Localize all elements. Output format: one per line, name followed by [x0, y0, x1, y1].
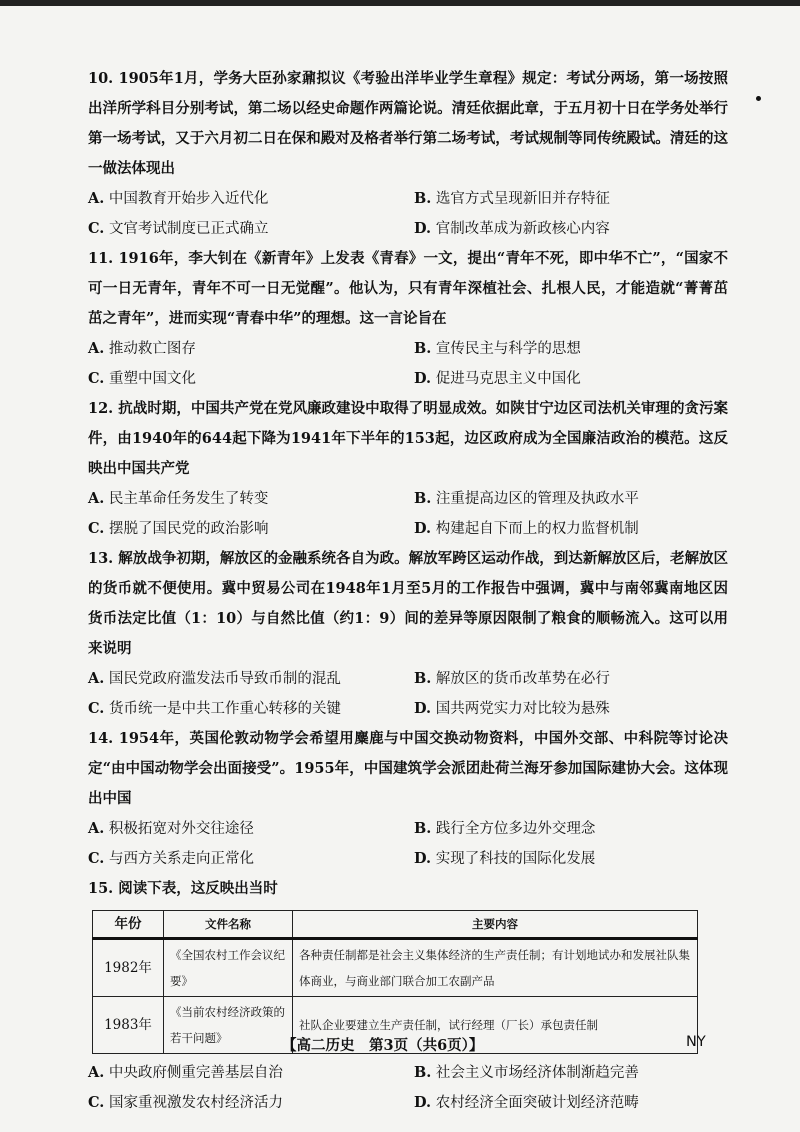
option-a[interactable]: A. 中央政府侧重完善基层自治 [88, 1064, 283, 1081]
scan-speck [756, 96, 761, 101]
page-footer [0, 1034, 800, 1058]
option-d[interactable]: D. 促进马克思主义中国化 [414, 370, 581, 387]
option-a[interactable]: A. 积极拓宽对外交往途径 [88, 820, 254, 837]
scan-top-edge [0, 0, 800, 6]
option-b[interactable]: B. 践行全方位多边外交理念 [414, 820, 596, 837]
option-b[interactable]: B. 解放区的货币改革势在必行 [414, 670, 610, 687]
option-c[interactable]: C. 文官考试制度已正式确立 [88, 220, 269, 237]
cell-content: 各种责任制都是社会主义集体经济的生产责任制；有计划地试办和发展社队集体商业，与商业部门联合加工农副产品 [293, 939, 698, 997]
options [88, 184, 728, 244]
option-a[interactable]: A. 民主革命任务发生了转变 [88, 490, 269, 507]
question-stem: 13. 解放战争初期，解放区的金融系统各自为政。解放军跨区运动作战，到达新解放区后，老解放区的货币就不便使用。冀中贸易公司在1948年1月至5月的工作报告中强调，冀中与南邻冀南地区因货币法定比值（1：10）与自然比值（约1：9）间的差异等原因限制了粮食的顺畅流入。这可以用来说明 [88, 550, 728, 657]
question-stem: 15. 阅读下表，这反映出当时 [88, 880, 278, 897]
header-year: 年份 [93, 911, 164, 939]
option-a[interactable]: A. 中国教育开始步入近代化 [88, 190, 269, 207]
options [88, 664, 728, 724]
question-14 [88, 724, 728, 874]
question-stem: 11. 1916年，李大钊在《新青年》上发表《青春》一文，提出“青年不死，即中华不亡”，“国家不可一日无青年，青年不可一日无觉醒”。他认为，只有青年深植社会、扎根人民，才能造就“菁菁茁茁之青年”，进而实现“青春中华”的理想。这一言论旨在 [88, 250, 728, 327]
cell-year: 1982年 [93, 939, 164, 997]
question-stem: 14. 1954年，英国伦敦动物学会希望用麋鹿与中国交换动物资料，中国外交部、中科院等讨论决定“由中国动物学会出面接受”。1955年，中国建筑学会派团赴荷兰海牙参加国际建协大会。这体现出中国 [88, 730, 728, 807]
cell-content: 社队企业要建立生产责任制，试行经理（厂长）承包责任制 [293, 997, 698, 1054]
option-b[interactable]: B. 宣传民主与科学的思想 [414, 340, 581, 357]
cell-year: 1983年 [93, 997, 164, 1054]
option-c[interactable]: C. 货币统一是中共工作重心转移的关键 [88, 700, 341, 717]
option-d[interactable]: D. 构建起自下而上的权力监督机制 [414, 520, 639, 537]
question-10 [88, 64, 728, 244]
options [88, 334, 728, 394]
option-b[interactable]: B. 注重提高边区的管理及执政水平 [414, 490, 639, 507]
options [88, 814, 728, 874]
option-c[interactable]: C. 与西方关系走向正常化 [88, 850, 254, 867]
option-a[interactable]: A. 国民党政府滥发法币导致币制的混乱 [88, 670, 341, 687]
question-12 [88, 394, 728, 544]
cell-document: 《全国农村工作会议纪要》 [164, 939, 293, 997]
options [88, 1058, 728, 1118]
option-d[interactable]: D. 国共两党实力对比较为悬殊 [414, 700, 610, 717]
table-header-row [93, 911, 698, 939]
options [88, 484, 728, 544]
question-stem: 10. 1905年1月，学务大臣孙家鼐拟议《考验出洋毕业学生章程》规定：考试分两场，第一场按照出洋所学科目分别考试，第二场以经史命题作两篇论说。清廷依据此章，于五月初十日在学务处举行第一场考试，又于六月初二日在保和殿对及格者举行第二场考试，考试规制等同传统殿试。清廷的这一做法体现出 [88, 70, 728, 177]
option-b[interactable]: B. 社会主义市场经济体制渐趋完善 [414, 1064, 639, 1081]
header-content: 主要内容 [293, 911, 698, 939]
option-b[interactable]: B. 选官方式呈现新旧并存特征 [414, 190, 610, 207]
exam-page [88, 64, 728, 1118]
option-d[interactable]: D. 农村经济全面突破计划经济范畴 [414, 1094, 639, 1111]
option-c[interactable]: C. 国家重视激发农村经济活力 [88, 1094, 283, 1111]
question-stem: 12. 抗战时期，中国共产党在党风廉政建设中取得了明显成效。如陕甘宁边区司法机关审理的贪污案件，由1940年的644起下降为1941年下半年的153起，边区政府成为全国廉洁政治的模范。这反映出中国共产党 [88, 400, 728, 477]
question-15 [88, 874, 728, 1118]
header-document: 文件名称 [164, 911, 293, 939]
question-11 [88, 244, 728, 394]
option-d[interactable]: D. 实现了科技的国际化发展 [414, 850, 596, 867]
cell-document: 《当前农村经济政策的若干问题》 [164, 997, 293, 1054]
option-c[interactable]: C. 摆脱了国民党的政治影响 [88, 520, 269, 537]
policy-table [92, 910, 698, 1054]
option-a[interactable]: A. 推动救亡图存 [88, 340, 196, 357]
option-c[interactable]: C. 重塑中国文化 [88, 370, 196, 387]
page-number-label: 【高二历史 第3页（共6页）】 [282, 1037, 484, 1054]
question-13 [88, 544, 728, 724]
table-row [93, 939, 698, 997]
exam-code: NY [686, 1034, 706, 1050]
option-d[interactable]: D. 官制改革成为新政核心内容 [414, 220, 610, 237]
